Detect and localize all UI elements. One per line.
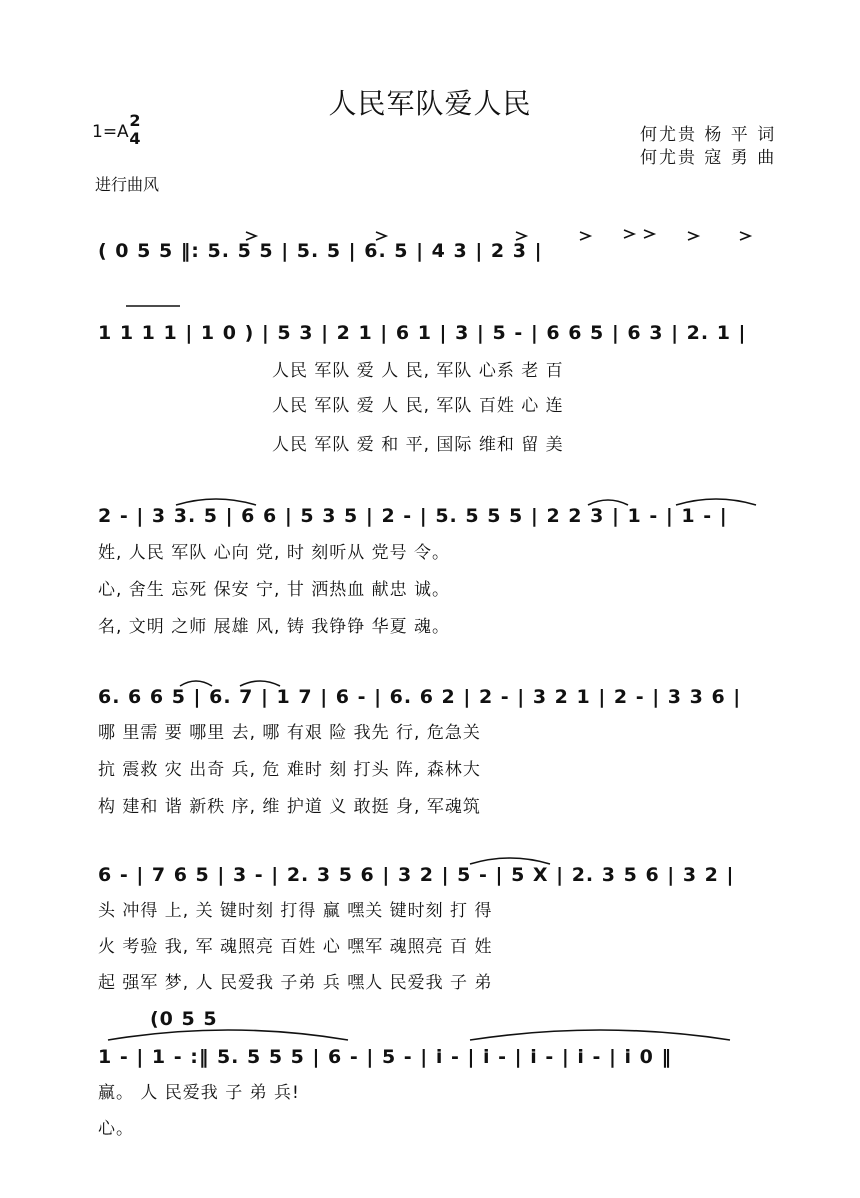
accent-mark — [624, 230, 634, 238]
lyric-line-5-verse-1: 头 冲得 上, 关 键时刻 打得 赢 嘿关 键时刻 打 得 — [98, 901, 493, 921]
lyric-line-5-verse-2: 火 考验 我, 军 魂照亮 百姓 心 嘿军 魂照亮 百 姓 — [98, 937, 493, 957]
lyric-line-2-verse-1: 人民 军队 爱 人 民, 军队 心系 老 百 — [272, 361, 564, 381]
accent-mark — [644, 230, 654, 238]
accent-mark — [688, 232, 698, 240]
lyric-line-4-verse-2: 抗 震救 灾 出奇 兵, 危 难时 刻 打头 阵, 森林大 — [98, 760, 481, 780]
composer-credit: 何尤贵 寇 勇 曲 — [640, 148, 777, 168]
tie-arc — [676, 499, 756, 505]
lyric-line-6-verse-1: 赢。 人 民爱我 子 弟 兵! — [98, 1083, 300, 1103]
lyric-line-3-verse-3: 名, 文明 之师 展雄 风, 铸 我铮铮 华夏 魂。 — [98, 617, 451, 637]
tempo-marking: 进行曲风 — [95, 175, 160, 194]
lyric-line-2-verse-3: 人民 军队 爱 和 平, 国际 维和 留 美 — [272, 435, 564, 455]
lyric-line-5-verse-3: 起 强军 梦, 人 民爱我 子弟 兵 嘿人 民爱我 子 弟 — [98, 973, 493, 993]
notation-line-6: 1 - | 1 - :‖ 5. 5 5 5 | 6 - | 5 - | i - | i - | i - | i - | i 0 ‖ — [98, 1046, 673, 1068]
lyricist-credit: 何尤贵 杨 平 词 — [640, 125, 777, 145]
lyric-line-4-verse-3: 构 建和 谐 新秩 序, 维 护道 义 敢挺 身, 军魂筑 — [98, 797, 481, 817]
notation-line-5: 6 - | 7 6 5 | 3 - | 2. 3 5 6 | 3 2 | 5 - | 5 X | 2. 3 5 6 | 3 2 | — [98, 864, 735, 886]
tie-arc — [240, 681, 280, 686]
accent-mark — [246, 232, 256, 240]
lyric-line-3-verse-2: 心, 舍生 忘死 保安 宁, 甘 洒热血 献忠 诚。 — [98, 580, 451, 600]
tie-arc — [176, 499, 256, 505]
meter-top: 2 — [129, 111, 141, 130]
tie-arc — [470, 1030, 730, 1040]
meter-bottom: 4 — [129, 129, 141, 148]
accent-mark — [580, 232, 590, 240]
lyric-line-3-verse-1: 姓, 人民 军队 心向 党, 时 刻听从 党号 令。 — [98, 543, 451, 563]
lyric-line-6-verse-2: 心。 — [98, 1119, 134, 1139]
notation-line-4: 6. 6 6 5 | 6. 7 | 1 7 | 6 - | 6. 6 2 | 2 - | 3 2 1 | 2 - | 3 3 6 | — [98, 686, 742, 708]
accent-mark — [516, 232, 526, 240]
notation-line-3: 2 - | 3 3. 5 | 6 6 | 5 3 5 | 2 - | 5. 5 5 5 | 2 2 3 | 1 - | 1 - | — [98, 505, 728, 527]
tie-arc — [108, 1030, 348, 1040]
lyric-line-4-verse-1: 哪 里需 要 哪里 去, 哪 有艰 险 我先 行, 危急关 — [98, 723, 481, 743]
accent-mark — [376, 232, 386, 240]
tie-arc — [470, 858, 550, 864]
pickup-notes: (0 5 5 — [150, 1008, 218, 1030]
lyric-line-2-verse-2: 人民 军队 爱 人 民, 军队 百姓 心 连 — [272, 396, 564, 416]
tie-arc — [588, 500, 628, 505]
notation-line-2: 1 1 1 1 | 1 0 ) | 5 3 | 2 1 | 6 1 | 3 | 5 - | 6 6 5 | 6 3 | 2. 1 | — [98, 322, 747, 344]
song-title: 人民军队爱人民 — [328, 87, 532, 120]
accent-mark — [740, 232, 750, 240]
notation-line-1: ( 0 5 5 ‖: 5. 5 5 | 5. 5 | 6. 5 | 4 3 | 2 3 | — [98, 240, 543, 262]
key-signature: 1=A — [92, 122, 129, 142]
tie-arc — [180, 681, 212, 686]
